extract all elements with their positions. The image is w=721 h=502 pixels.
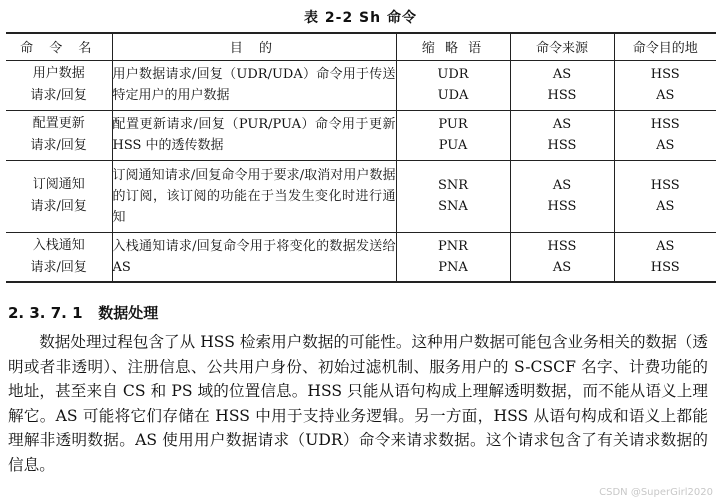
source-request: AS <box>552 67 572 82</box>
source-cell <box>510 110 614 160</box>
abbreviation-request: PNR <box>438 238 468 254</box>
command-name-cell <box>6 60 112 110</box>
destination-request: HSS <box>650 178 680 193</box>
abbreviation-cell <box>396 232 510 282</box>
header-source: 命令来源 <box>510 33 614 60</box>
table-caption: 表 2-2 Sh 命令 <box>304 10 417 26</box>
table-row <box>6 60 716 110</box>
purpose-cell: 入栈通知请求/回复命令用于将变化的数据发送给 AS <box>112 232 396 282</box>
destination-cell <box>614 110 716 160</box>
abbreviation-answer: UDA <box>437 88 469 103</box>
section-title: 数据处理 <box>98 304 159 322</box>
command-name-line1: 订阅通知 <box>32 177 85 192</box>
command-name-line2: 请求/回复 <box>30 88 87 103</box>
table-row <box>6 232 716 282</box>
abbreviation-request: UDR <box>437 67 469 82</box>
abbreviation-answer: PUA <box>438 138 468 153</box>
destination-request: HSS <box>650 117 680 132</box>
source-cell <box>510 232 614 282</box>
purpose-cell: 用户数据请求/回复（UDR/UDA）命令用于传送特定用户的用户数据 <box>112 60 396 110</box>
abbreviation-request: SNR <box>437 178 469 193</box>
body-paragraph <box>8 330 708 477</box>
header-abbreviation: 缩 略 语 <box>396 33 510 60</box>
sh-commands-table <box>6 32 716 283</box>
destination-cell <box>614 232 716 282</box>
purpose-cell: 订阅通知请求/回复命令用于要求/取消对用户数据的订阅，该订阅的功能在于当发生变化时进行通知 <box>112 160 396 232</box>
source-cell <box>510 60 614 110</box>
table-row <box>6 110 716 160</box>
abbreviation-request: PUR <box>438 117 468 132</box>
command-name-cell <box>6 110 112 160</box>
command-name-line2: 请求/回复 <box>30 199 87 214</box>
section-heading <box>8 302 158 323</box>
source-request: AS <box>552 117 572 132</box>
destination-request: HSS <box>650 67 680 82</box>
source-answer: HSS <box>547 138 577 153</box>
source-answer: AS <box>552 259 572 275</box>
abbreviation-answer: SNA <box>438 199 468 214</box>
table-row <box>6 160 716 232</box>
destination-answer: HSS <box>650 259 680 275</box>
source-request: HSS <box>547 238 577 254</box>
header-destination: 命令目的地 <box>614 33 716 60</box>
command-name-cell <box>6 232 112 282</box>
source-answer: HSS <box>547 88 577 103</box>
destination-answer: AS <box>656 88 675 103</box>
header-command-name: 命 令 名 <box>6 33 112 60</box>
command-name-line1: 用户数据 <box>32 66 85 81</box>
paragraph-text: 数据处理过程包含了从 HSS 检索用户数据的可能性。这种用户数据可能包含业务相关的数据（透明或者非透明）、注册信息、公共用户身份、初始过滤机制、服务用户的 S-CSCF 名字、计费功能的地址，甚至来自 CS 和 PS 域的位置信息。HSS 只能从语句构成上理解透明数据，而不能从语义上理解它。AS 可能将它们存储在 HSS 中用于支持业务逻辑。另一方面，HSS 从语句构成和语义上都能理解非透明数据。AS 使用用户数据请求（UDR）命令来请求数据。这个请求包含了有关请求数据的信息。 <box>8 333 708 474</box>
destination-answer: AS <box>656 138 675 153</box>
destination-cell <box>614 60 716 110</box>
command-name-cell <box>6 160 112 232</box>
command-name-line1: 入栈通知 <box>32 237 85 253</box>
section-number: 2. 3. 7. 1 <box>8 304 83 322</box>
destination-answer: AS <box>656 199 675 214</box>
destination-cell <box>614 160 716 232</box>
command-name-line1: 配置更新 <box>32 116 85 131</box>
purpose-cell: 配置更新请求/回复（PUR/PUA）命令用于更新 HSS 中的透传数据 <box>112 110 396 160</box>
header-purpose: 目 的 <box>112 33 396 60</box>
watermark: CSDN @SuperGirl2020 <box>599 487 713 498</box>
table-header-row <box>6 33 716 60</box>
source-cell <box>510 160 614 232</box>
abbreviation-cell <box>396 160 510 232</box>
command-name-line2: 请求/回复 <box>30 138 87 153</box>
source-answer: HSS <box>547 199 577 214</box>
abbreviation-answer: PNA <box>438 259 468 275</box>
abbreviation-cell <box>396 60 510 110</box>
abbreviation-cell <box>396 110 510 160</box>
destination-request: AS <box>656 238 675 254</box>
command-name-line2: 请求/回复 <box>30 259 87 275</box>
source-request: AS <box>552 178 572 193</box>
